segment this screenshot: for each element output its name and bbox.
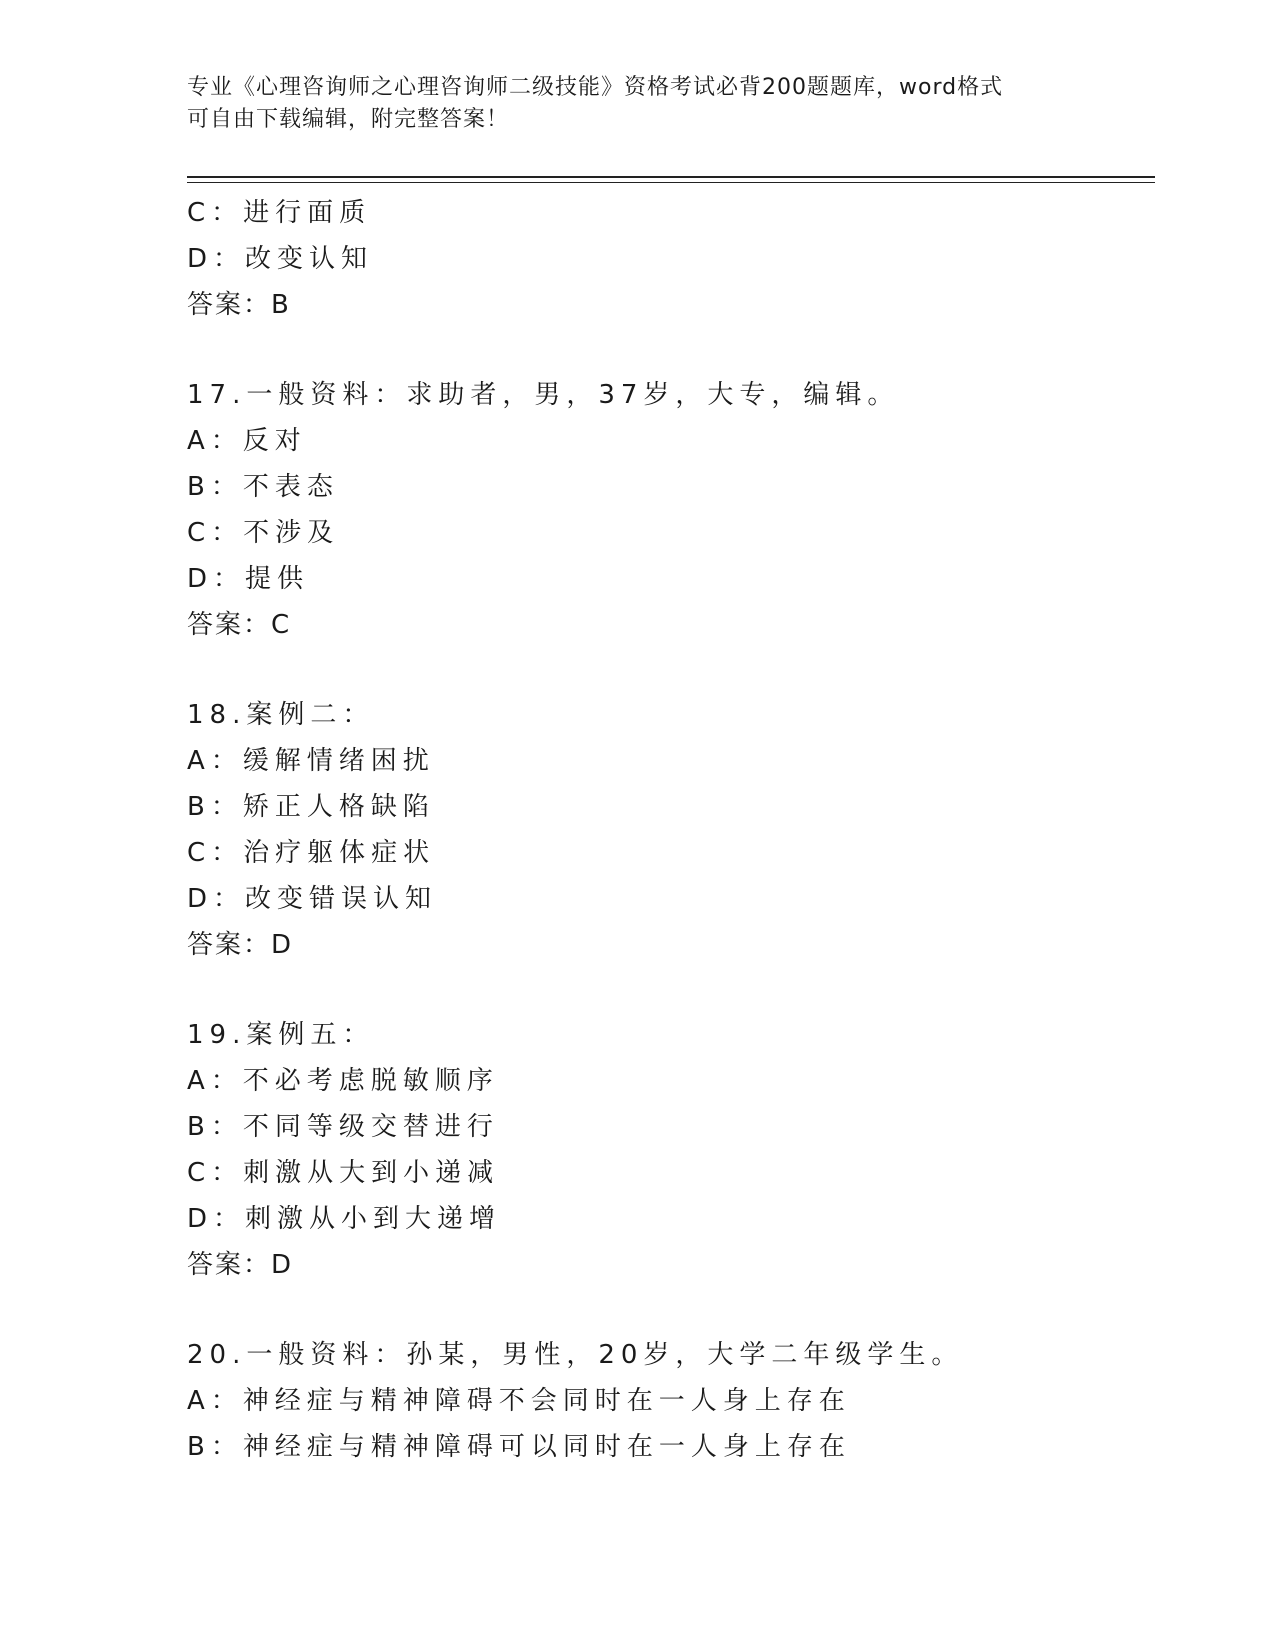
option-c: C：刺激从大到小递减 [187,1158,500,1188]
document-header [187,72,1087,136]
option-b: B：不表态 [187,472,339,502]
answer: 答案：D [187,1250,294,1280]
option-c: C：治疗躯体症状 [187,838,436,868]
spacer [187,968,1155,1012]
option-d: D：改变认知 [187,244,374,274]
header-rule-thick [187,176,1155,178]
option-b: B：矫正人格缺陷 [187,792,435,822]
header-line-2: 可自由下载编辑，附完整答案！ [187,107,510,132]
option-a: A：不必考虑脱敏顺序 [187,1066,499,1096]
header-line-1: 专业《心理咨询师之心理咨询师二级技能》资格考试必背200题题库，word格式 [187,75,1004,100]
option-a: A：反对 [187,426,307,456]
question-18: 18.案例二： [187,700,375,730]
option-d: D：刺激从小到大递增 [187,1204,502,1234]
option-b: B：神经症与精神障碍可以同时在一人身上存在 [187,1432,851,1462]
answer: 答案：B [187,290,291,320]
question-19: 19.案例五： [187,1020,375,1050]
option-a: A：缓解情绪困扰 [187,746,435,776]
spacer [187,1288,1155,1332]
spacer [187,648,1155,692]
option-b: B：不同等级交替进行 [187,1112,499,1142]
option-c: C：不涉及 [187,518,340,548]
option-d: D：改变错误认知 [187,884,438,914]
question-content [187,190,1155,1470]
spacer [187,328,1155,372]
answer: 答案：D [187,930,294,960]
option-a: A：神经症与精神障碍不会同时在一人身上存在 [187,1386,851,1416]
answer: 答案：C [187,610,292,640]
option-d: D：提供 [187,564,310,594]
header-rule-thin [187,182,1155,183]
question-20: 20.一般资料：孙某，男性，20岁，大学二年级学生。 [187,1340,964,1370]
question-17: 17.一般资料：求助者，男，37岁，大专，编辑。 [187,380,900,410]
option-c: C：进行面质 [187,198,372,228]
